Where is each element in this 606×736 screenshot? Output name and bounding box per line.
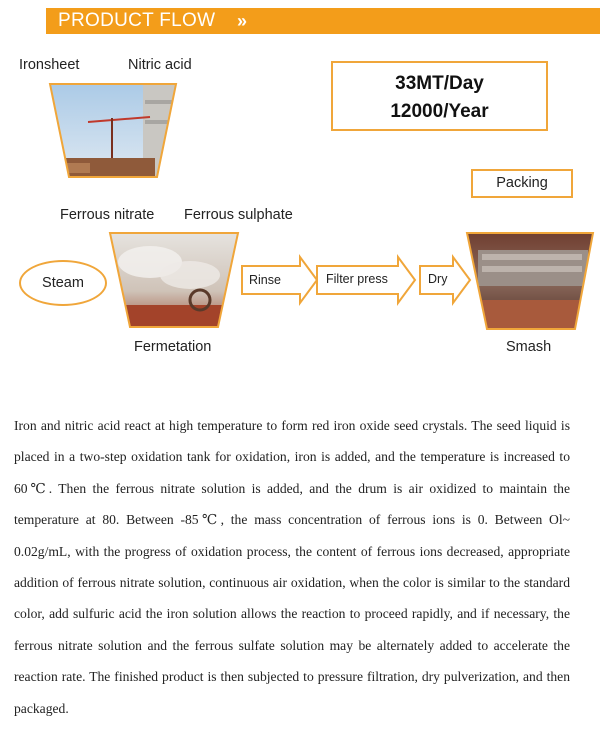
process-description: Iron and nitric acid react at high temperature to form red iron oxide seed crystals. The seed liquid is placed in a two-step oxidation tank for oxidation, iron is added, and the temperature is increased to 60℃. Then the ferrous nitrate solution is added, and the drum is air oxidized to maintain the temperature at 80. Between -85℃, the mass concentration of ferrous ions is 0. Between Ol~ 0.02g/mL, with the progress of oxidation process, the content of ferrous ions decreased, appropriate addition of ferrous nitrate solution, continuous air oxidation, when the color is similar to the standard color, add sulfuric acid the iron solution allows the reaction to proceed rapidly, and if necessary, the ferrous nitrate solution and the ferrous sulfate solution may be alternately added to accelerate the reaction rate. The finished product is then subjected to pressure filtration, dry pulverization, and then packaged. [14, 418, 570, 716]
steam-node: Steam [19, 260, 107, 306]
label-ironsheet: Ironsheet [19, 57, 80, 73]
dryer-photo [460, 228, 600, 333]
capacity-yearly: 12000/Year [390, 101, 489, 122]
section-title: PRODUCT FLOW [58, 10, 216, 31]
capacity-daily: 33MT/Day [395, 73, 484, 94]
label-ferrous-sulphate: Ferrous sulphate [184, 207, 293, 223]
label-ferrous-nitrate: Ferrous nitrate [60, 207, 155, 223]
packing-box: Packing [471, 169, 573, 198]
label-smash: Smash [506, 339, 552, 355]
label-fermetation: Fermetation [134, 339, 212, 355]
step-rinse: Rinse [249, 273, 281, 287]
step-dry: Dry [428, 272, 448, 286]
step-filter-press: Filter press [326, 272, 388, 286]
double-chevron-icon: » [237, 11, 248, 31]
label-nitric-acid: Nitric acid [128, 57, 192, 73]
